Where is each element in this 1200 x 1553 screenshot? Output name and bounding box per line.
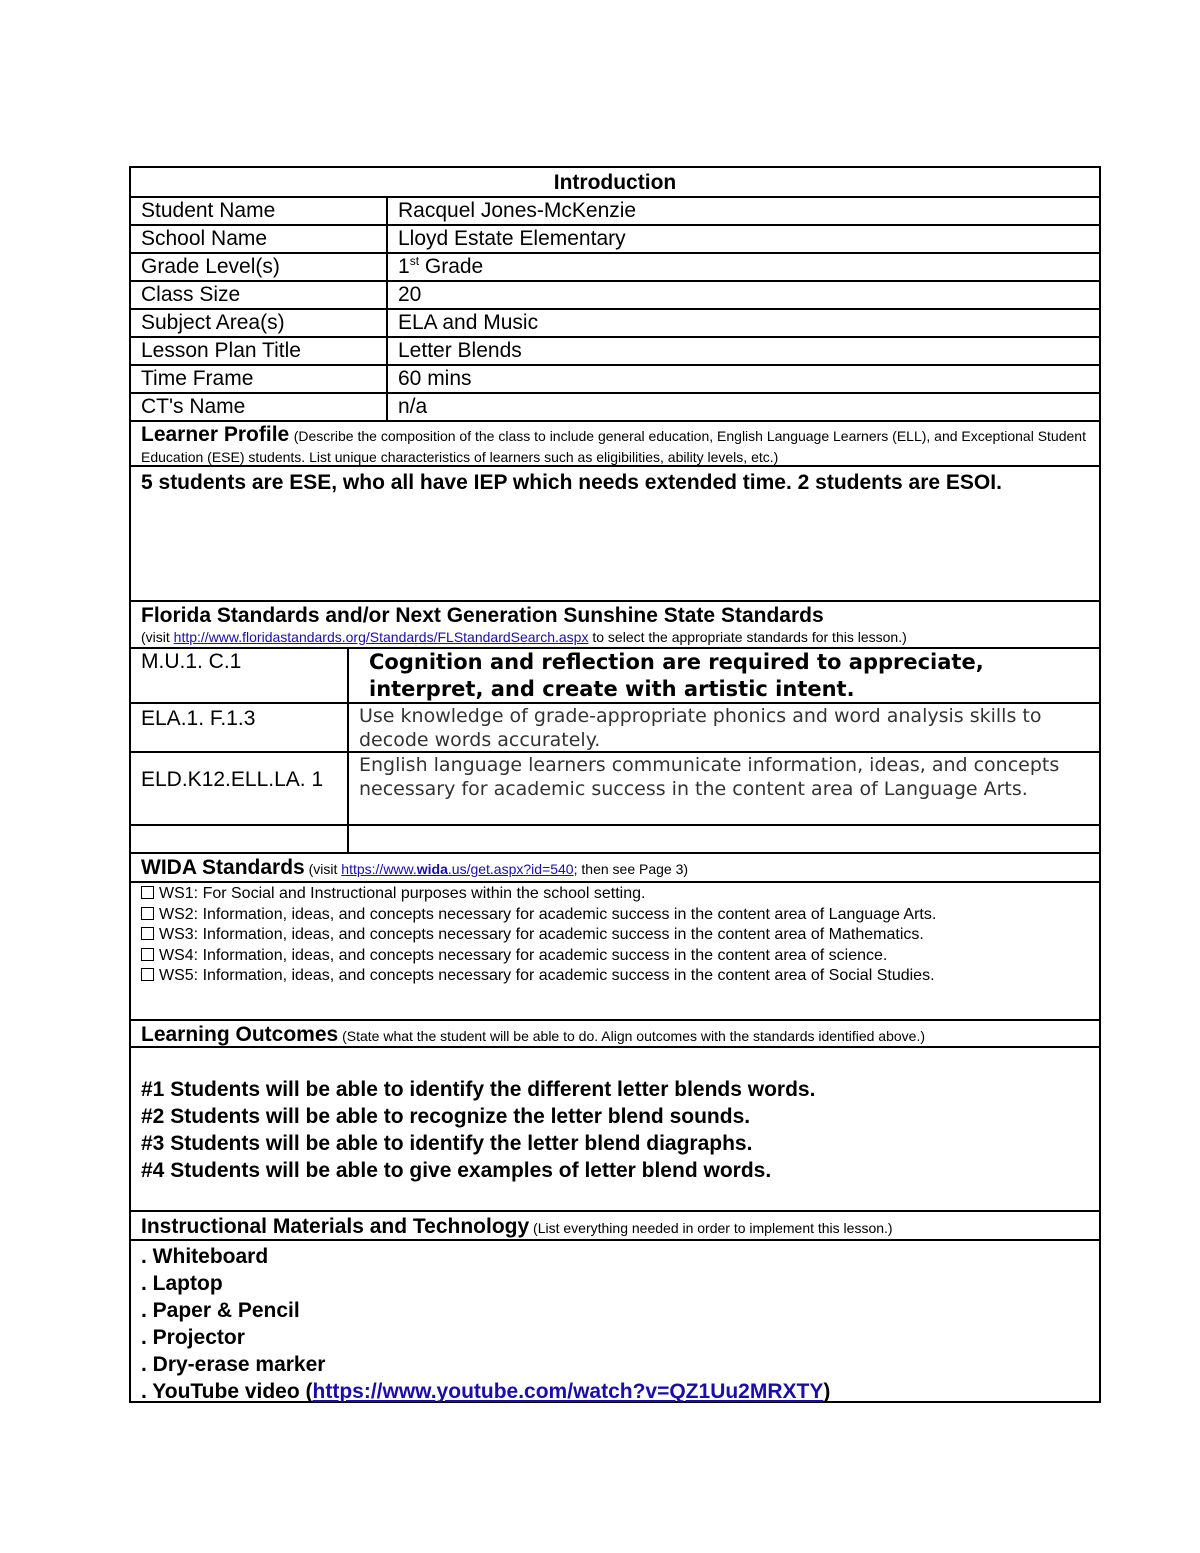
student-name-row	[129, 198, 1101, 226]
wida-header	[129, 854, 1101, 883]
learning-outcomes-header	[129, 1021, 1101, 1048]
time-frame-row	[129, 366, 1101, 394]
standard-row-eldk12	[129, 753, 1101, 826]
row-label: CT's Name	[131, 394, 388, 420]
material-item-video: . YouTube video (https://www.youtube.com/watch?v=QZ1Uu2MRXTY)	[141, 1380, 831, 1403]
row-value	[388, 254, 1099, 280]
row-label: Class Size	[131, 282, 388, 308]
florida-standards-link[interactable]: http://www.floridastandards.org/Standards/FLStandardSearch.aspx	[173, 629, 589, 645]
row-value: Lloyd Estate Elementary	[398, 227, 626, 250]
wida-note: (visit https://www.wida.us/get.aspx?id=540; then see Page 3)	[304, 861, 689, 877]
standard-code: ELD.K12.ELL.LA. 1	[131, 753, 349, 824]
wida-title: WIDA Standards	[141, 856, 305, 879]
standard-code: ELA.1. F.1.3	[131, 704, 349, 751]
learning-outcomes-note: (State what the student will be able to do. Align outcomes with the standards identified above.)	[338, 1028, 925, 1044]
outcome-item: #2 Students will be able to recognize the letter blend sounds.	[141, 1105, 751, 1128]
standard-row-ela1f13	[129, 704, 1101, 753]
wida-item: WS5: Information, ideas, and concepts necessary for academic success in the content area of Social Studies.	[141, 966, 1089, 987]
checkbox-icon[interactable]	[141, 948, 154, 961]
florida-standards-header	[129, 602, 1101, 649]
standard-description: Cognition and reflection are required to appreciate, interpret, and create with artistic intent.	[369, 650, 984, 701]
grade-ordinal: st	[409, 254, 420, 268]
row-value: Racquel Jones-McKenzie	[398, 199, 637, 222]
materials-list	[129, 1241, 1101, 1403]
materials-note: (List everything needed in order to implement this lesson.)	[529, 1220, 893, 1236]
material-item: . Dry-erase marker	[141, 1353, 326, 1376]
row-value: 60 mins	[398, 367, 472, 390]
lesson-plan-table	[129, 166, 1101, 1403]
material-item: . Paper & Pencil	[141, 1299, 300, 1322]
florida-standards-note: (visit http://www.floridastandards.org/Standards/FLStandardSearch.aspx to select the appropriate standards for this lesson.)	[141, 629, 907, 645]
outcome-item: #3 Students will be able to identify the letter blend diagraphs.	[141, 1132, 753, 1155]
school-name-row	[129, 226, 1101, 254]
checkbox-icon[interactable]	[141, 968, 154, 981]
learner-profile-body: 5 students are ESE, who all have IEP which needs extended time. 2 students are ESOI.	[129, 467, 1101, 602]
row-label: Time Frame	[131, 366, 388, 392]
standard-code: M.U.1. C.1	[131, 649, 349, 702]
wida-link[interactable]: https://www.wida.us/get.aspx?id=540	[341, 861, 574, 877]
subject-area-row	[129, 310, 1101, 338]
row-value: n/a	[398, 395, 428, 418]
standard-code-empty	[131, 826, 349, 852]
standard-description-empty	[349, 826, 1099, 852]
standard-description: English language learners communicate information, ideas, and concepts necessary for academic success in the content area of Language Arts.	[359, 754, 1060, 800]
material-item: . Laptop	[141, 1272, 223, 1295]
materials-title: Instructional Materials and Technology	[141, 1215, 530, 1238]
wida-item: WS1: For Social and Instructional purposes within the school setting.	[141, 884, 1089, 905]
youtube-link[interactable]: https://www.youtube.com/watch?v=QZ1Uu2MRXTY	[312, 1380, 824, 1403]
materials-header	[129, 1212, 1101, 1241]
introduction-heading: Introduction	[129, 166, 1101, 198]
wida-item: WS4: Information, ideas, and concepts necessary for academic success in the content area of science.	[141, 946, 1089, 967]
row-value: Letter Blends	[398, 339, 522, 362]
wida-item: WS2: Information, ideas, and concepts necessary for academic success in the content area of Language Arts.	[141, 905, 1089, 926]
ct-name-row	[129, 394, 1101, 422]
class-size-row	[129, 282, 1101, 310]
outcome-item: #4 Students will be able to give examples of letter blend words.	[141, 1159, 772, 1182]
grade-level-row	[129, 254, 1101, 282]
row-label: Lesson Plan Title	[131, 338, 388, 364]
checkbox-icon[interactable]	[141, 907, 154, 920]
checkbox-icon[interactable]	[141, 927, 154, 940]
material-item: . Whiteboard	[141, 1245, 269, 1268]
standard-description: Use knowledge of grade-appropriate phonics and word analysis skills to decode words accurately.	[359, 705, 1042, 751]
row-label: Subject Area(s)	[131, 310, 388, 336]
standard-row-mu1c1	[129, 649, 1101, 704]
outcome-item: #1 Students will be able to identify the different letter blends words.	[141, 1078, 816, 1101]
standard-row-empty	[129, 826, 1101, 854]
learning-outcomes-list	[129, 1048, 1101, 1212]
grade-word: Grade	[419, 255, 484, 278]
checkbox-icon[interactable]	[141, 886, 154, 899]
lesson-title-row	[129, 338, 1101, 366]
florida-standards-title: Florida Standards and/or Next Generation Sunshine State Standards	[141, 604, 824, 627]
learning-outcomes-title: Learning Outcomes	[141, 1023, 339, 1046]
learner-profile-header	[129, 422, 1101, 467]
material-item: . Projector	[141, 1326, 245, 1349]
row-value: 20	[398, 283, 422, 306]
row-label: Grade Level(s)	[131, 254, 388, 280]
grade-number: 1	[398, 255, 410, 278]
learner-profile-note: (Describe the composition of the class to include general education, English Language Learners (ELL), and Exceptional Student Education (ESE) students. List unique characteristics of learners such as eligibilities, ability levels, etc.)	[141, 428, 1086, 465]
learner-profile-title: Learner Profile	[141, 423, 290, 446]
row-label: Student Name	[131, 198, 388, 224]
row-value: ELA and Music	[398, 311, 539, 334]
wida-list	[129, 883, 1101, 1021]
wida-item: WS3: Information, ideas, and concepts necessary for academic success in the content area of Mathematics.	[141, 925, 1089, 946]
row-label: School Name	[131, 226, 388, 252]
